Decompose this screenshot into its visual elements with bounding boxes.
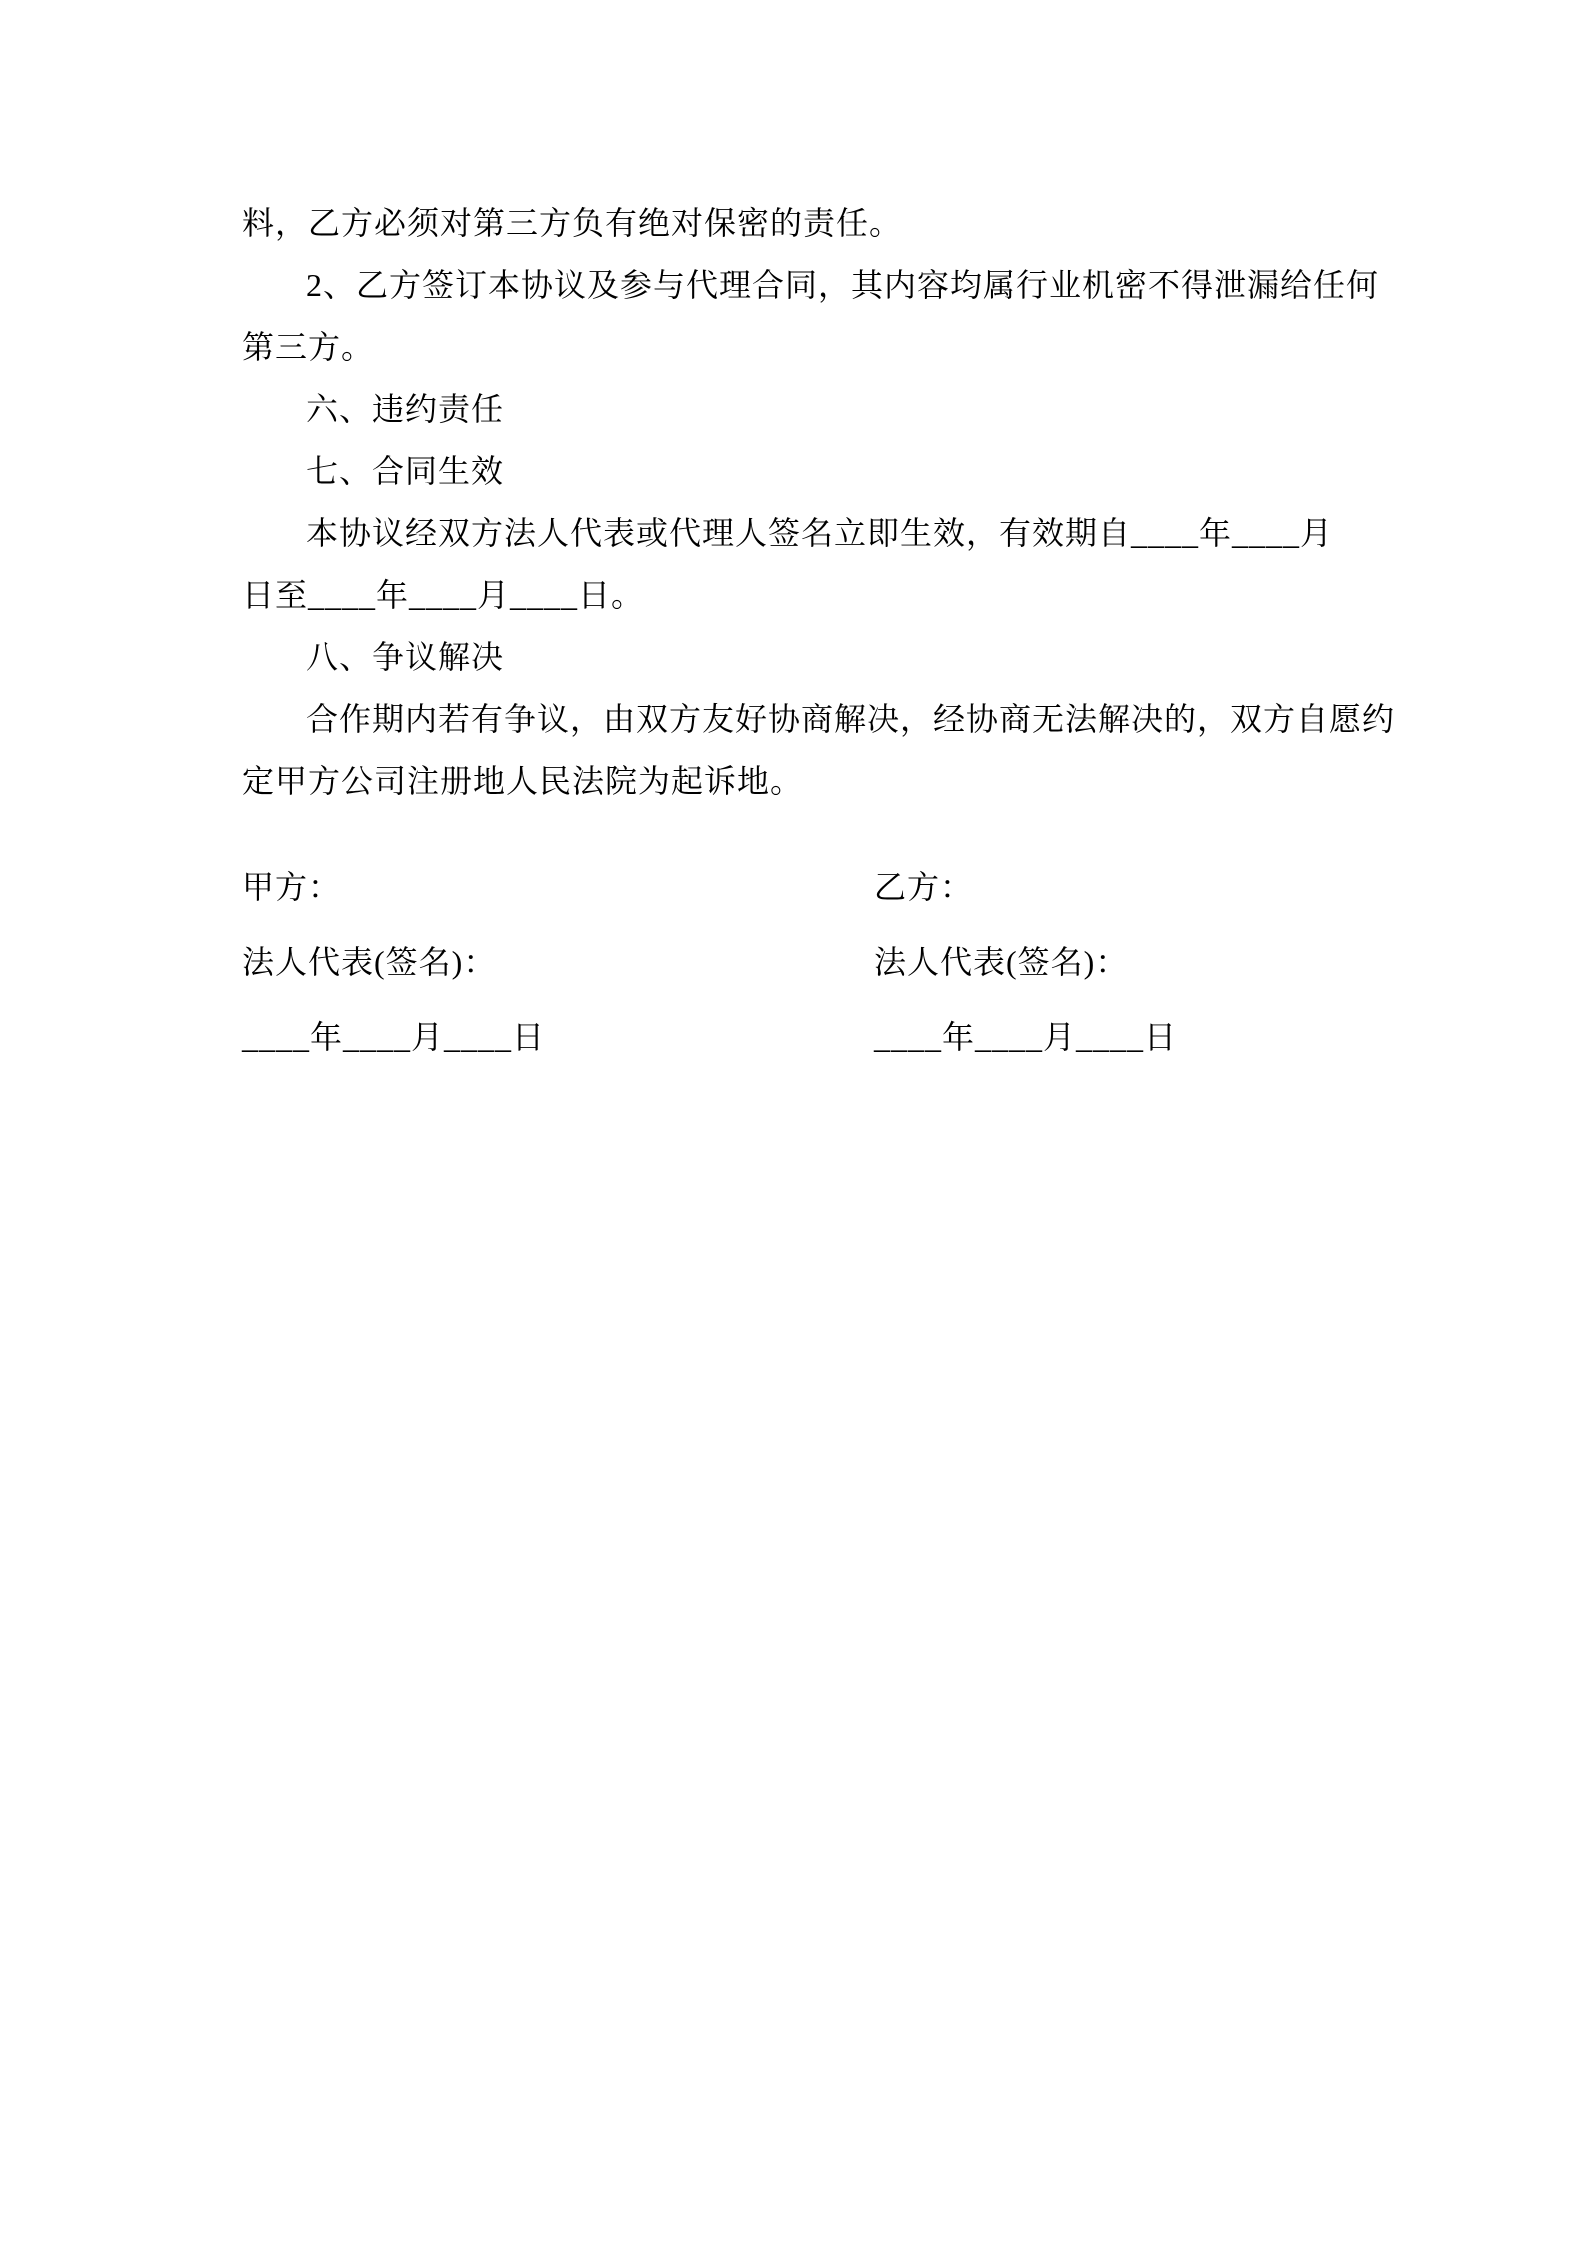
party-b-label: 乙方： — [874, 869, 974, 905]
party-b-representative-label: 法人代表(签名)： — [874, 944, 1129, 980]
body-line: 六、违约责任 — [306, 391, 505, 427]
party-b-date-line: ____年____月____日 — [874, 1019, 1178, 1055]
body-line: 七、合同生效 — [306, 453, 505, 489]
party-a-label: 甲方： — [242, 869, 342, 905]
body-line: 料，乙方必须对第三方负有绝对保密的责任。 — [242, 205, 903, 241]
body-line: 八、争议解决 — [306, 639, 505, 675]
body-line: 日至____年____月____日。 — [242, 577, 645, 613]
party-a-date-line: ____年____月____日 — [242, 1019, 546, 1055]
body-line: 合作期内若有争议，由双方友好协商解决，经协商无法解决的，双方自愿约 — [306, 701, 1396, 737]
body-line: 第三方。 — [242, 329, 375, 365]
signature-section — [0, 850, 1587, 1075]
party-b-signature-block — [874, 850, 1587, 1075]
body-line: 本协议经双方法人代表或代理人签名立即生效，有效期自____年____月 — [306, 515, 1334, 551]
party-a-representative-label: 法人代表(签名)： — [242, 944, 497, 980]
body-line: 2、乙方签订本协议及参与代理合同，其内容均属行业机密不得泄漏给任何 — [306, 267, 1380, 303]
contract-body-text — [0, 0, 1587, 812]
body-line: 定甲方公司注册地人民法院为起诉地。 — [242, 763, 804, 799]
party-a-signature-block — [242, 850, 874, 1075]
